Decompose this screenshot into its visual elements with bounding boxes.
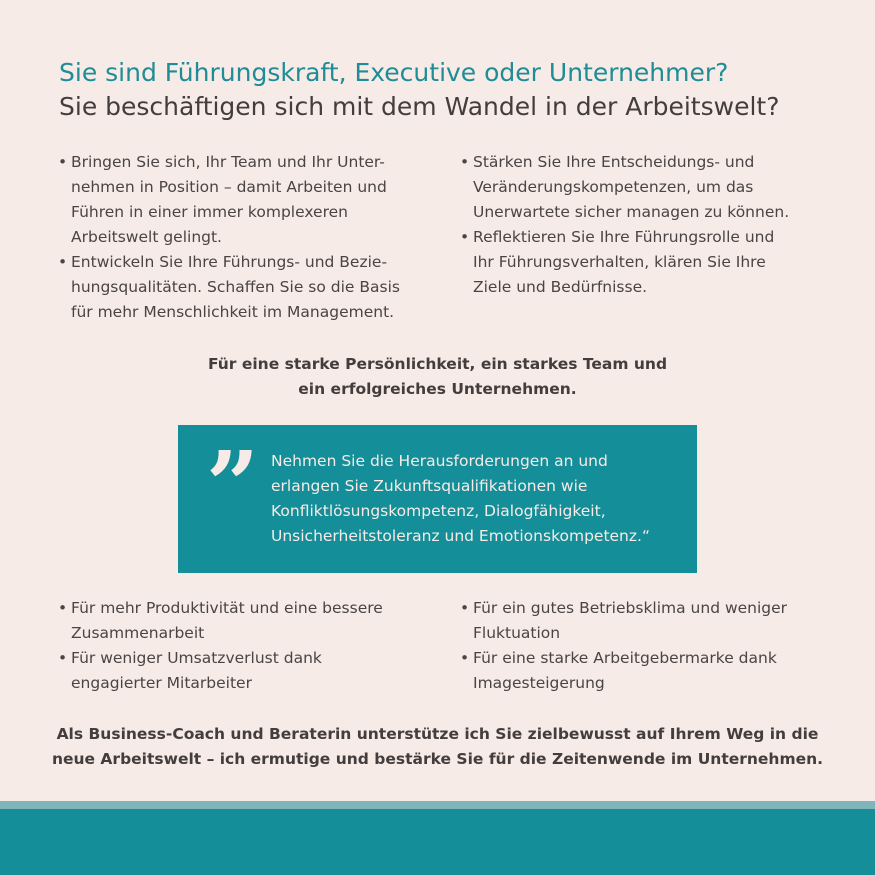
bullet-text: Für mehr Produktivität und eine bessere Zusammenarbeit	[71, 599, 383, 642]
quote-text: Nehmen Sie die Herausforderungen an und erlangen Sie Zukunftsqualifikationen wie Konfliktlösungskompetenz, Dialogfähigkeit, Unsicherheitstoleranz und Emotionskompetenz.“	[271, 452, 650, 545]
list-item	[460, 596, 820, 646]
list-item	[460, 646, 820, 696]
quote-box	[178, 425, 697, 573]
quotation-mark-icon: ”	[206, 431, 259, 539]
bullet-text: Für eine starke Arbeitgebermarke dank Imagesteigerung	[473, 649, 777, 692]
bullet-text: Für weniger Umsatzverlust dank engagierter Mitarbeiter	[71, 649, 322, 692]
closing-statement: Als Business-Coach und Beraterin unterstütze ich Sie zielbewusst auf Ihrem Weg in die neue Arbeitswelt – ich ermutige und bestärke Sie für die Zeitenwende im Unternehmen.	[51, 725, 824, 768]
bullet-text: Bringen Sie sich, Ihr Team und Ihr Unter- nehmen in Position – damit Arbeiten und Führen in einer immer komplexeren Arbeitswelt gelingt.	[71, 153, 387, 246]
bottom-left-bullet-list	[58, 596, 418, 696]
headline-question-2: Sie beschäftigen sich mit dem Wandel in der Arbeitswelt?	[59, 92, 780, 121]
list-item	[58, 596, 418, 646]
bullet-text: Für ein gutes Betriebsklima und weniger Fluktuation	[473, 599, 788, 642]
list-item	[58, 150, 418, 250]
bullet-text: Entwickeln Sie Ihre Führungs- und Bezie- hungsqualitäten. Schaffen Sie so die Basis für mehr Menschlichkeit im Management.	[71, 253, 400, 321]
list-item	[58, 646, 418, 696]
list-item	[460, 225, 820, 300]
bottom-right-bullet-list	[460, 596, 820, 696]
bullet-text: Stärken Sie Ihre Entscheidungs- und Veränderungskompetenzen, um das Unerwartete sicher managen zu können.	[473, 153, 790, 221]
footer-band	[0, 809, 875, 875]
top-left-bullet-list	[58, 150, 418, 325]
list-item	[58, 250, 418, 325]
footer-stripe-light	[0, 801, 875, 809]
headline-question-1: Sie sind Führungskraft, Executive oder Unternehmer?	[59, 58, 729, 87]
headline	[59, 56, 839, 124]
tagline: Für eine starke Persönlichkeit, ein starkes Team und ein erfolgreiches Unternehmen.	[207, 355, 668, 398]
list-item	[460, 150, 820, 225]
bullet-text: Reflektieren Sie Ihre Führungsrolle und Ihr Führungsverhalten, klären Sie Ihre Ziele und Bedürfnisse.	[473, 228, 775, 296]
top-right-bullet-list	[460, 150, 820, 300]
